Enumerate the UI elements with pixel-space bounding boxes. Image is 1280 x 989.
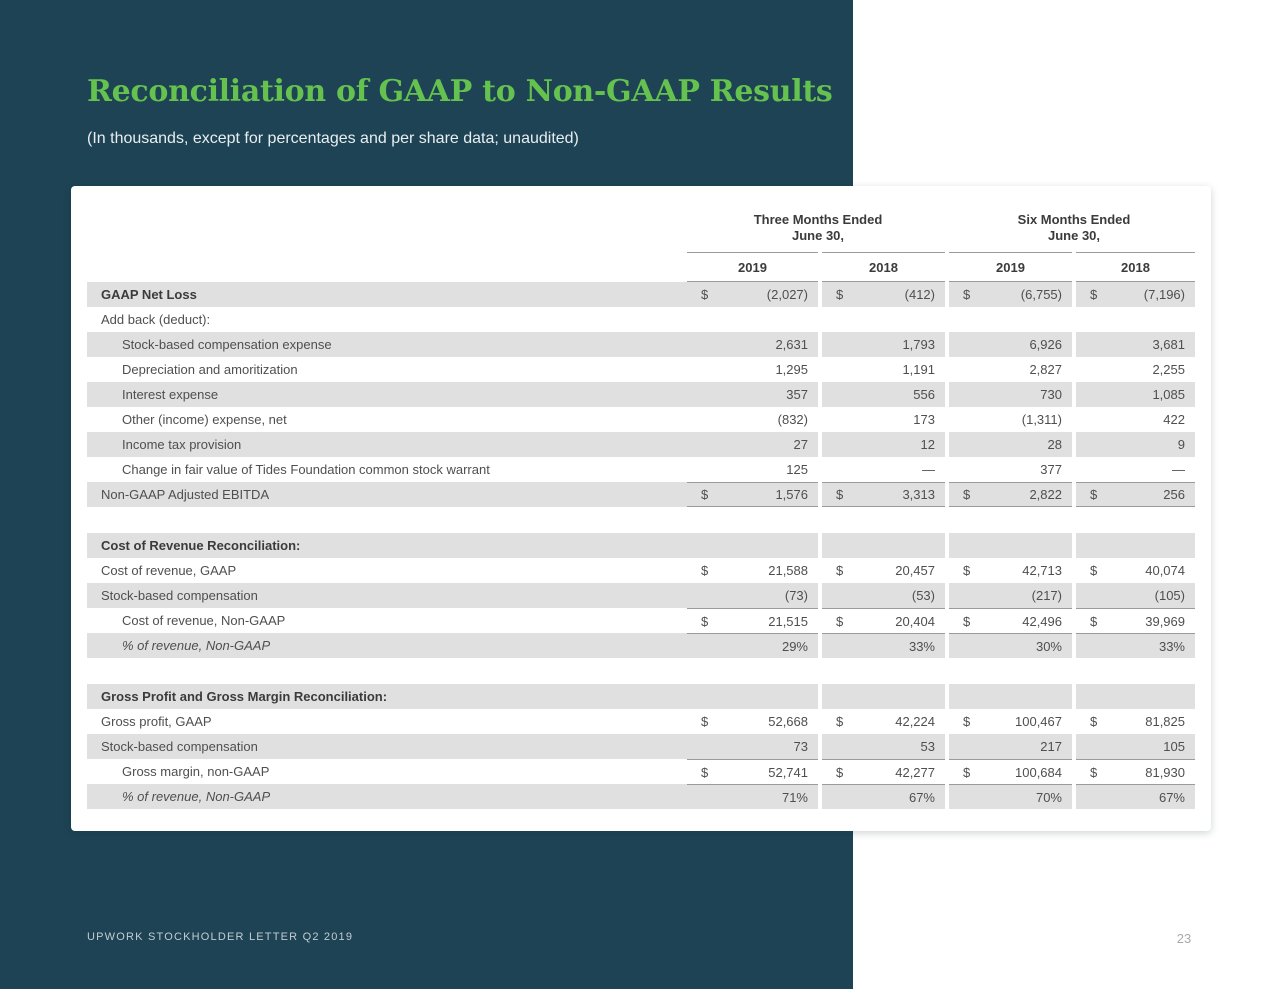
- currency-symbol: $: [963, 764, 971, 780]
- value-text: (73): [784, 588, 808, 603]
- value-text: 71%: [781, 789, 808, 805]
- period-header-line: Six Months Ended: [1017, 212, 1131, 227]
- table-row: [87, 558, 1195, 583]
- value-text: 2,827: [1029, 362, 1062, 377]
- period-header-line: Three Months Ended: [753, 212, 883, 227]
- header-label-spacer: [87, 252, 687, 282]
- value-cell: [687, 382, 818, 407]
- value-cell: [822, 457, 945, 482]
- year-header-row: [87, 252, 1195, 282]
- value-cell: [1076, 558, 1195, 583]
- value-cell: [687, 482, 818, 507]
- value-text: 33%: [1158, 638, 1185, 654]
- value-text: 21,515: [768, 613, 808, 629]
- currency-symbol: $: [963, 487, 971, 502]
- currency-symbol: $: [1090, 287, 1098, 302]
- value-cell: [949, 282, 1072, 307]
- year-header: 2019: [687, 252, 818, 282]
- value-cell: [822, 407, 945, 432]
- value-cell: [822, 583, 945, 608]
- value-cell: [1076, 784, 1195, 809]
- value-cell: [822, 784, 945, 809]
- value-cell: [687, 784, 818, 809]
- row-label: % of revenue, Non-GAAP: [87, 784, 687, 809]
- value-text: 173: [913, 412, 935, 427]
- value-cell: [822, 332, 945, 357]
- value-text: 357: [786, 387, 808, 402]
- table-row: [87, 282, 1195, 307]
- value-text: 42,713: [1022, 563, 1062, 578]
- value-text: 125: [786, 462, 808, 477]
- value-text: 2,255: [1152, 362, 1185, 377]
- footer-text: UPWORK STOCKHOLDER LETTER Q2 2019: [87, 931, 354, 943]
- value-cell: [949, 608, 1072, 633]
- value-text: (412): [904, 287, 935, 302]
- value-text: (217): [1031, 588, 1062, 603]
- value-text: 52,668: [768, 714, 808, 729]
- value-text: 100,684: [1015, 764, 1062, 780]
- currency-symbol: $: [836, 714, 844, 729]
- value-text: 6,926: [1029, 337, 1062, 352]
- value-cell: [687, 332, 818, 357]
- financial-table-card: [71, 186, 1211, 831]
- value-text: 2,822: [1029, 487, 1062, 502]
- value-cell: [1076, 357, 1195, 382]
- row-label: Gross Profit and Gross Margin Reconciliation:: [87, 684, 687, 709]
- row-label: Gross margin, non-GAAP: [122, 764, 270, 779]
- value-text: (6,755): [1020, 287, 1062, 302]
- value-cell: [687, 633, 818, 658]
- value-text: 33%: [908, 638, 935, 654]
- value-cell: [1076, 432, 1195, 457]
- value-cell: [949, 684, 1072, 709]
- value-text: 67%: [908, 789, 935, 805]
- value-text: 377: [1040, 462, 1062, 477]
- value-cell: [1076, 734, 1195, 759]
- value-cell: [949, 734, 1072, 759]
- value-text: 12: [920, 437, 935, 452]
- table-row: [87, 482, 1195, 507]
- value-cell: [1076, 684, 1195, 709]
- value-cell: [687, 533, 818, 558]
- value-text: 217: [1040, 739, 1062, 754]
- table-row: [87, 608, 1195, 633]
- currency-symbol: $: [836, 764, 844, 780]
- row-label: Cost of revenue, Non-GAAP: [122, 613, 286, 628]
- currency-symbol: $: [836, 287, 844, 302]
- value-cell: [1076, 759, 1195, 784]
- value-text: 81,930: [1145, 764, 1185, 780]
- value-text: 556: [913, 387, 935, 402]
- value-cell: [949, 784, 1072, 809]
- row-label: Non-GAAP Adjusted EBITDA: [87, 482, 687, 507]
- value-cell: [687, 457, 818, 482]
- value-text: (832): [777, 412, 808, 427]
- value-cell: [949, 759, 1072, 784]
- currency-symbol: $: [963, 563, 971, 578]
- year-header: 2018: [822, 252, 945, 282]
- table-row: [87, 307, 1195, 332]
- currency-symbol: $: [836, 613, 844, 629]
- currency-symbol: $: [1090, 563, 1098, 578]
- currency-symbol: $: [1090, 487, 1098, 502]
- value-cell: [822, 282, 945, 307]
- value-cell: [687, 734, 818, 759]
- value-text: 20,404: [895, 613, 935, 629]
- value-text: 53: [920, 739, 935, 754]
- value-text: 20,457: [895, 563, 935, 578]
- value-text: 42,277: [895, 764, 935, 780]
- value-cell: [822, 633, 945, 658]
- table-row: [87, 633, 1195, 658]
- page-title: Reconciliation of GAAP to Non-GAAP Results: [87, 74, 833, 109]
- row-label: Stock-based compensation: [87, 734, 687, 759]
- currency-symbol: $: [963, 613, 971, 629]
- value-cell: [1076, 533, 1195, 558]
- value-cell: [1076, 332, 1195, 357]
- value-cell: [1076, 282, 1195, 307]
- page-subtitle: (In thousands, except for percentages and per share data; unaudited): [87, 130, 579, 147]
- value-cell: [822, 709, 945, 734]
- value-text: 105: [1163, 739, 1185, 754]
- value-cell: [949, 482, 1072, 507]
- value-cell: [1076, 608, 1195, 633]
- period-header-six-months: [949, 212, 1195, 244]
- table-row: [87, 382, 1195, 407]
- year-header: 2019: [949, 252, 1072, 282]
- value-cell: [1076, 382, 1195, 407]
- value-text: 1,191: [902, 362, 935, 377]
- row-label: Interest expense: [87, 382, 687, 407]
- currency-symbol: $: [1090, 714, 1098, 729]
- value-text: (7,196): [1143, 287, 1185, 302]
- value-cell: [687, 684, 818, 709]
- value-text: (1,311): [1021, 412, 1062, 427]
- year-header: 2018: [1076, 252, 1195, 282]
- value-cell: [1076, 482, 1195, 507]
- value-text: 100,467: [1015, 714, 1062, 729]
- period-header-line: June 30,: [791, 228, 845, 243]
- value-text: 256: [1163, 487, 1185, 502]
- row-label: Other (income) expense, net: [122, 412, 287, 427]
- row-label: Cost of revenue, GAAP: [101, 563, 237, 578]
- value-text: (105): [1154, 588, 1185, 603]
- value-text: 30%: [1035, 638, 1062, 654]
- value-text: 28: [1047, 437, 1062, 452]
- value-text: 73: [793, 739, 808, 754]
- table-row: [87, 784, 1195, 809]
- value-cell: [687, 558, 818, 583]
- value-cell: [687, 759, 818, 784]
- value-text: 1,085: [1152, 387, 1185, 402]
- value-cell: [822, 357, 945, 382]
- row-label: Depreciation and amoritization: [122, 362, 298, 377]
- value-cell: [687, 282, 818, 307]
- value-cell: [687, 608, 818, 633]
- period-header-line: June 30,: [1047, 228, 1101, 243]
- value-text: 67%: [1158, 789, 1185, 805]
- table-row: [87, 457, 1195, 482]
- currency-symbol: $: [701, 764, 709, 780]
- value-text: —: [1172, 462, 1185, 477]
- currency-symbol: $: [1090, 613, 1098, 629]
- value-cell: [949, 432, 1072, 457]
- currency-symbol: $: [701, 563, 709, 578]
- section-spacer: [87, 507, 1195, 533]
- row-label: Stock-based compensation expense: [87, 332, 687, 357]
- value-cell: [949, 332, 1072, 357]
- value-cell: [822, 734, 945, 759]
- row-label: GAAP Net Loss: [87, 282, 687, 307]
- value-cell: [949, 357, 1072, 382]
- table-row: [87, 533, 1195, 558]
- currency-symbol: $: [963, 714, 971, 729]
- financial-table-body: [87, 282, 1195, 809]
- table-row: [87, 583, 1195, 608]
- period-header-three-months: [687, 212, 945, 244]
- value-cell: [949, 558, 1072, 583]
- value-text: 730: [1040, 387, 1062, 402]
- value-text: 52,741: [768, 764, 808, 780]
- value-cell: [822, 558, 945, 583]
- value-text: 1,576: [775, 487, 808, 502]
- value-cell: [1076, 583, 1195, 608]
- value-text: 422: [1163, 412, 1185, 427]
- value-text: (2,027): [766, 287, 808, 302]
- header-label-spacer: [87, 212, 687, 244]
- value-cell: [949, 583, 1072, 608]
- value-cell: [687, 432, 818, 457]
- value-cell: [822, 432, 945, 457]
- section-spacer: [87, 658, 1195, 684]
- currency-symbol: $: [836, 563, 844, 578]
- value-text: 40,074: [1145, 563, 1185, 578]
- table-row: [87, 357, 1195, 382]
- value-text: 81,825: [1145, 714, 1185, 729]
- value-text: (53): [911, 588, 935, 603]
- value-cell: [822, 608, 945, 633]
- value-cell: [1076, 407, 1195, 432]
- value-cell: [949, 633, 1072, 658]
- value-cell: [949, 457, 1072, 482]
- value-cell: [822, 759, 945, 784]
- value-text: 42,496: [1022, 613, 1062, 629]
- value-cell: [822, 684, 945, 709]
- currency-symbol: $: [701, 487, 709, 502]
- value-text: 3,681: [1152, 337, 1185, 352]
- value-text: 1,793: [902, 337, 935, 352]
- value-cell: [687, 407, 818, 432]
- value-text: 21,588: [768, 563, 808, 578]
- row-label: Change in fair value of Tides Foundation common stock warrant: [122, 462, 490, 477]
- table-row: [87, 734, 1195, 759]
- table-row: [87, 407, 1195, 432]
- value-text: 27: [793, 437, 808, 452]
- row-label: Stock-based compensation: [87, 583, 687, 608]
- period-header-row: [87, 212, 1195, 244]
- currency-symbol: $: [701, 714, 709, 729]
- value-cell: [822, 482, 945, 507]
- row-label: % of revenue, Non-GAAP: [87, 633, 687, 658]
- value-cell: [687, 583, 818, 608]
- value-text: —: [922, 462, 935, 477]
- value-text: 1,295: [775, 362, 808, 377]
- value-cell: [949, 407, 1072, 432]
- row-label: Gross profit, GAAP: [101, 714, 212, 729]
- value-cell: [1076, 633, 1195, 658]
- value-cell: [822, 533, 945, 558]
- value-text: 39,969: [1145, 613, 1185, 629]
- currency-symbol: $: [1090, 764, 1098, 780]
- value-cell: [687, 357, 818, 382]
- value-text: 70%: [1035, 789, 1062, 805]
- table-row: [87, 332, 1195, 357]
- value-text: 29%: [781, 638, 808, 654]
- value-cell: [949, 533, 1072, 558]
- value-cell: [822, 382, 945, 407]
- currency-symbol: $: [701, 287, 709, 302]
- value-text: 42,224: [895, 714, 935, 729]
- row-label: Income tax provision: [87, 432, 687, 457]
- currency-symbol: $: [701, 613, 709, 629]
- value-cell: [1076, 709, 1195, 734]
- value-text: 9: [1177, 437, 1185, 452]
- value-cell: [949, 382, 1072, 407]
- value-cell: [687, 709, 818, 734]
- table-row: [87, 759, 1195, 784]
- currency-symbol: $: [963, 287, 971, 302]
- value-cell: [1076, 457, 1195, 482]
- value-text: 3,313: [902, 487, 935, 502]
- table-row: [87, 684, 1195, 709]
- value-text: 2,631: [775, 337, 808, 352]
- table-row: [87, 432, 1195, 457]
- currency-symbol: $: [836, 487, 844, 502]
- table-row: [87, 709, 1195, 734]
- value-cell: [949, 709, 1072, 734]
- row-label: Cost of Revenue Reconciliation:: [87, 533, 687, 558]
- page-number: 23: [1176, 931, 1192, 946]
- row-label: Add back (deduct):: [101, 312, 211, 327]
